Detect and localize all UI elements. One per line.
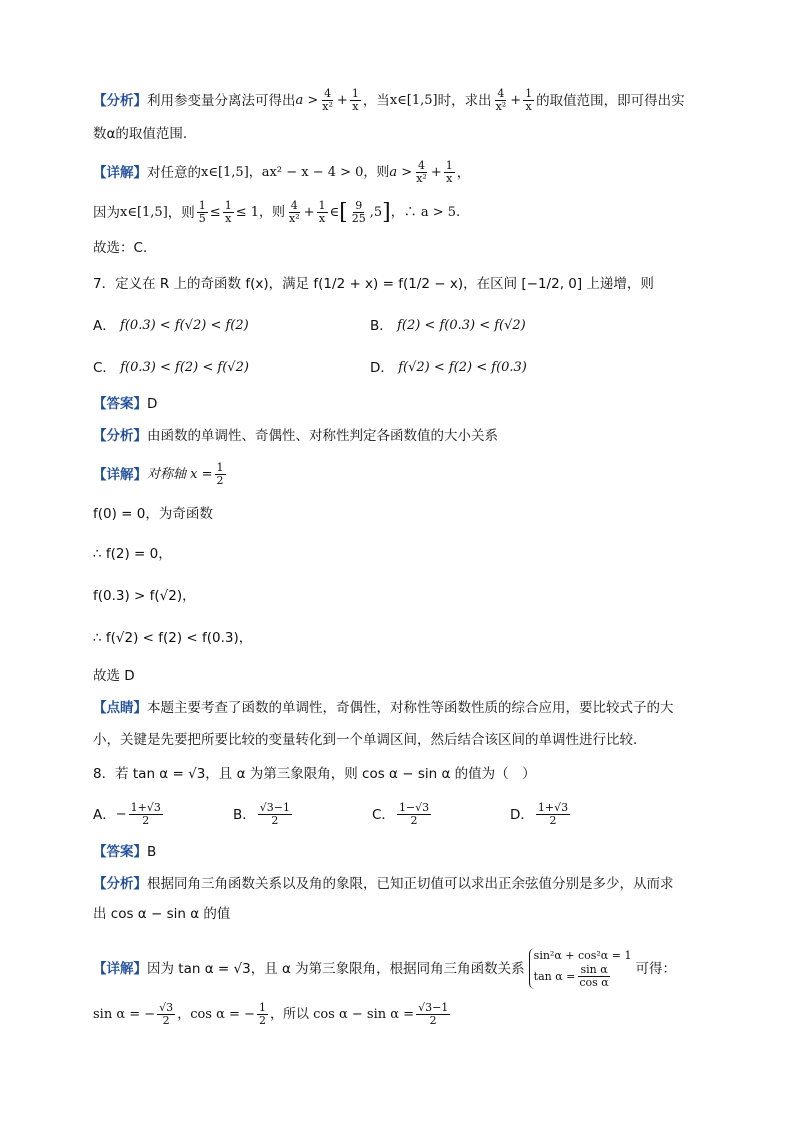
fraction: $\frac{1}{x}$ [351,87,359,113]
fraction: $\frac{1+√3}{2}$ [130,801,161,827]
fraction: $\frac{1}{x}$ [224,199,232,225]
fraction: $\frac{1-√3}{2}$ [398,801,430,827]
q7-choose: 故选 D [93,668,135,684]
q8-answer: 【答案】 B [93,844,157,860]
q8-stem: 8．若 tan α = √3，且 α 为第三象限角，则 cos α − sin α 的值为（ ） [93,766,536,782]
q7-comment-line1: 【点睛】 本题主要考查了函数的单调性，奇偶性，对称性等函数性质的综合应用，要比较式子的大 [93,700,674,716]
q7-detail: 【详解】 对称轴 x = $\frac{1}{2}$ [93,461,224,487]
q8-analysis-line2: 出 cos α − sin α 的值 [93,906,231,922]
fraction: $\frac{4}{\text{x²}}$ [416,159,427,185]
fraction: $\frac{9}{25}$ [351,199,366,225]
fraction: $\frac{√3}{2}$ [159,1001,174,1027]
q8-option-c: C． $\frac{1-√3}{2}$ [372,801,430,827]
q8-analysis-line1: 【分析】 根据同角三角函数关系以及角的象限，已知正切值可以求出正余弦值分别是多少，从而求 [93,876,674,892]
detail-tag: 【详解】 [93,164,147,181]
q7-answer: 【答案】 D [93,396,158,412]
q7-analysis: 【分析】 由函数的单调性、奇偶性、对称性判定各函数值的大小关系 [93,428,498,444]
fraction: $\frac{1}{x}$ [445,159,453,185]
q7-option-a: A． f(0.3) < f(√2) < f(2) [93,318,249,334]
q6-choose: 故选：C. [93,240,148,256]
q7-option-d: D． f(√2) < f(2) < f(0.3) [370,360,527,376]
q8-option-a: A． − $\frac{1+√3}{2}$ [93,801,161,827]
fraction: $\frac{1}{x}$ [525,87,533,113]
q6-analysis-line1: 【分析】 利用参变量分离法可得出 a > $\frac{4}{\text{x²}}$ + $\frac{1}{x}$ ，当 x∈[1,5] 时，求出 $\frac{4}{\text{x²}}$ + $\frac{1}{x}$ 的取值范围，即可得出实 [93,87,685,113]
analysis-tag: 【分析】 [93,92,147,109]
fraction: $\frac{1}{2}$ [216,461,224,487]
q6-analysis-line2: 数α的取值范围. [93,126,188,142]
q7-comment-line2: 小，关键是先要把所要比较的变量转化到一个单调区间，然后结合该区间的单调性进行比较. [93,732,638,748]
q8-option-d: D． $\frac{1+√3}{2}$ [510,801,569,827]
q6-detail-line1: 【详解】 对任意的 x∈[1,5] ，ax² − x − 4 > 0，则 a > $\frac{4}{\text{x²}}$ + $\frac{1}{x}$ ， [93,159,471,185]
fraction: $\frac{1}{5}$ [198,199,206,225]
fraction: $\frac{1}{x}$ [318,199,326,225]
q8-result-line: sin α = − $\frac{√3}{2}$ ，cos α = − $\frac{1}{2}$ ，所以 cos α − sin α = $\frac{√3-1}{2}$ [93,1001,449,1027]
fraction: $\frac{4}{\text{x²}}$ [495,87,507,113]
q7-stem: 7．定义在 R 上的奇函数 f(x)，满足 f(1/2 + x) = f(1/2 − x)，在区间 [−1/2, 0] 上递增，则 [93,276,654,292]
equation-system: sin²α + cos²α = 1 tan α = $\frac{\text{sin α}}{\text{cos α}}$ [529,948,632,989]
q8-detail-line: 【详解】 因为 tan α = √3，且 α 为第三象限角，根据同角三角函数关系 sin²α + cos²α = 1 tan α = $\frac{\text{sin α}}{\text{cos α}}$ 可得： [93,949,676,989]
fraction: $\frac{1+√3}{2}$ [537,801,569,827]
q7-step-4: ∴ f(√2) < f(2) < f(0.3)， [93,630,253,646]
fraction: $\frac{\text{sin α}}{\text{cos α}}$ [579,963,609,989]
fraction: $\frac{√3-1}{2}$ [418,1001,449,1027]
q8-option-b: B． $\frac{√3-1}{2}$ [233,801,290,827]
q7-option-c: C． f(0.3) < f(2) < f(√2) [93,360,249,376]
q7-option-b: B． f(2) < f(0.3) < f(√2) [370,318,526,334]
q7-step-3: f(0.3) > f(√2)， [93,588,196,604]
fraction: $\frac{4}{\text{x²}}$ [322,87,333,113]
q6-because-line: 因为 x∈[1,5] ，则 $\frac{1}{5}$ ≤ $\frac{1}{x}$ ≤ 1，则 $\frac{4}{\text{x²}}$ + $\frac{1}{x}$ ∈ [ $\frac{9}{25}$ ,5 ] ，∴ a > 5. [93,199,461,225]
q7-step-1: f(0) = 0，为奇函数 [93,506,213,522]
fraction: $\frac{4}{\text{x²}}$ [288,199,300,225]
fraction: $\frac{1}{2}$ [258,1001,266,1027]
q7-step-2: ∴ f(2) = 0， [93,546,172,562]
fraction: $\frac{√3-1}{2}$ [259,801,290,827]
